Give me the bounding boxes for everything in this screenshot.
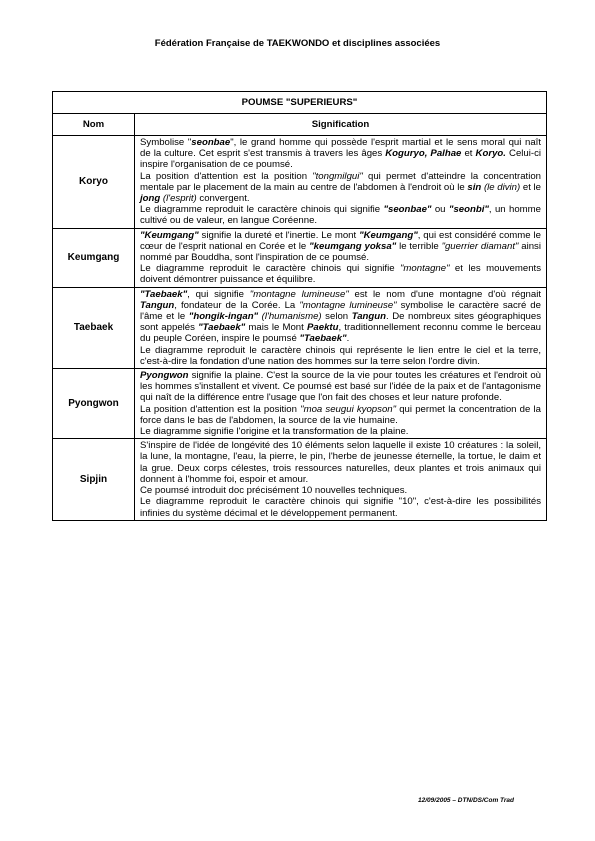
text-segment: signifie la plaine. C'est la source de la vie pour toutes les créatures et l'endroit où les hommes s'installent et vivent. Ce poumsé est basé sur l'idée de la paix et de l'antagonisme qui naît de la différence entre l'usage que l'on fait des choses et leur nature profonde. — [140, 370, 541, 404]
signification-paragraph — [140, 171, 541, 205]
text-segment: ainsi nommé par Bouddha, sont l'inspiration de ce poumsé. — [140, 240, 541, 264]
signification-paragraph — [140, 440, 541, 485]
text-segment: , un homme cultivé ou de valeur, en langue Coréenne. — [140, 204, 541, 227]
signification-paragraph — [140, 204, 541, 226]
text-segment: seonbae — [191, 137, 231, 148]
text-segment: . — [346, 333, 350, 345]
text-segment: Le diagramme reproduit le caractère chinois qui signifie — [140, 204, 384, 216]
text-segment: Le diagramme reproduit le caractère chinois qui signifie "10", c'est-à-dire les possibilités infinies du système décimal et le développement permanent. — [140, 496, 541, 519]
text-segment: selon — [321, 311, 352, 323]
poumse-signification — [135, 287, 547, 368]
table-row — [53, 439, 547, 520]
poumse-name: Pyongwon — [53, 369, 135, 439]
text-segment: Koguryo, Palhae — [385, 148, 462, 160]
poumse-name: Taebaek — [53, 287, 135, 368]
text-segment: , qui est considéré comme le cœur de l'esprit national en Corée et le — [140, 229, 541, 252]
text-segment: Le diagramme signifie l'origine et la transformation de la plaine. — [140, 426, 409, 438]
text-segment: (l'esprit) — [162, 193, 197, 205]
text-segment: Celui-ci inspire l'organisation de ce poumsé. — [140, 148, 542, 171]
text-segment: qui permet la concentration de la force dans le bas de l'abdomen, la source de la vie humaine. — [140, 403, 542, 426]
text-segment: Paektu — [307, 322, 339, 334]
text-segment: Pyongwon — [140, 370, 189, 382]
text-segment: La position d'attention est la position — [140, 403, 301, 415]
text-segment: Symbolise " — [140, 137, 192, 148]
signification-paragraph — [140, 230, 541, 264]
poumse-signification — [135, 228, 547, 287]
table-title: POUMSE "SUPERIEURS" — [53, 92, 547, 114]
text-segment: , qui signifie — [187, 288, 250, 300]
text-segment: "moa seugui kyopson" — [300, 403, 397, 415]
table-body — [53, 136, 547, 521]
column-header-name: Nom — [53, 114, 135, 136]
signification-paragraph — [140, 137, 541, 171]
text-segment: Le diagramme reproduit le caractère chinois qui signifie — [140, 263, 401, 275]
text-segment: mais le Mont — [245, 322, 307, 334]
table-row — [53, 228, 547, 287]
text-segment: et — [461, 148, 476, 160]
signification-paragraph — [140, 485, 541, 496]
document-header: Fédération Française de TAEKWONDO et disciplines associées — [154, 38, 441, 49]
text-segment: (l'humanisme) — [261, 311, 322, 323]
poumse-signification — [135, 136, 547, 229]
text-segment: S'inspire de l'idée de longévité des 10 éléments selon laquelle il existe 10 créatures : la soleil, la lune, la montagne, l'eau, la pierre, le pin, l'herbe de jeunesse éternelle, la tortue, le daim et la grue. Deux corps célestes, trois ressources naturelles, deux plantes et trois animaux qui donnent à l'homme foi, espoir et amour. — [140, 440, 541, 485]
text-segment: "montagne" — [400, 263, 450, 275]
table-row — [53, 287, 547, 368]
text-segment: "guerrier diamant" — [441, 240, 519, 252]
text-segment: "Taebaek" — [198, 322, 246, 334]
text-segment: , fondateur de la Corée. La — [174, 299, 300, 311]
text-segment: Ce poumsé introduit doc précisément 10 nouvelles techniques. — [140, 485, 408, 497]
text-segment: ou — [431, 204, 449, 216]
text-segment: Koryo. — [475, 148, 506, 160]
text-segment: "Taebaek" — [140, 288, 188, 300]
text-segment: Le diagramme reproduit le caractère chinois qui représente le lien entre le ciel et la terre, c'est-à-dire la fondation d'une nation des hommes sur la terre selon l'ordre divin. — [140, 344, 541, 367]
signification-paragraph — [140, 404, 541, 426]
table-row — [53, 136, 547, 229]
text-segment: "montagne lumineuse" — [299, 299, 397, 311]
text-segment: et les mouvements doivent démontrer puissance et équilibre. — [140, 263, 541, 286]
text-segment: "tongmilgui" — [312, 170, 363, 182]
text-segment: "Keumgang" — [359, 229, 418, 241]
signification-paragraph — [140, 345, 541, 367]
text-segment: . De nombreux sites géographiques sont appelés — [140, 311, 541, 334]
poumse-signification — [135, 369, 547, 439]
text-segment: "hongik-ingan" — [188, 311, 259, 323]
text-segment: Tangun — [351, 311, 386, 323]
poumse-name: Keumgang — [53, 228, 135, 287]
signification-paragraph — [140, 370, 541, 404]
text-segment: qui permet d'atteindre la concentration mentale par le placement de la main au centre de l'abdomen à l'endroit où le — [140, 170, 541, 193]
column-header-meaning: Signification — [135, 114, 547, 136]
poumse-table — [52, 91, 547, 521]
text-segment: (le divin) — [483, 181, 521, 193]
text-segment: le terrible — [396, 240, 442, 252]
text-segment: convergent. — [196, 193, 250, 205]
text-segment: "seonbae" — [383, 204, 432, 216]
text-segment: sin — [467, 181, 482, 193]
text-segment: signifie la dureté et l'inertie. Le mont — [198, 229, 360, 241]
text-segment: ", le grand homme qui possède l'esprit martial et le sens moral qui naît de la culture. Cet esprit s'est transmis à travers les âges — [140, 137, 542, 160]
text-segment: , traditionnellement reconnu comme le berceau du peuple Coréen, inspire le poumsé — [140, 322, 541, 345]
text-segment: La position d'attention est la position — [140, 170, 313, 182]
text-segment: "Keumgang" — [140, 229, 199, 241]
poumse-signification — [135, 439, 547, 520]
poumse-name: Koryo — [53, 136, 135, 229]
signification-paragraph — [140, 426, 541, 437]
text-segment: "keumgang yoksa" — [309, 240, 397, 252]
text-segment: "montagne lumineuse" — [249, 288, 349, 300]
text-segment: symbolise le caractère sacré de l'âme et le — [140, 299, 541, 323]
text-segment: "Taebaek" — [299, 333, 347, 345]
text-segment: "seonbi" — [448, 204, 489, 216]
text-segment: jong — [140, 193, 161, 205]
footer-reference: 12/09/2005 – DTN/DS/Com Trad — [418, 797, 514, 804]
table-row — [53, 369, 547, 439]
poumse-name: Sipjin — [53, 439, 135, 520]
signification-paragraph — [140, 496, 541, 518]
signification-paragraph — [140, 263, 541, 285]
text-segment: est le nom d'une montagne d'où régnait — [348, 288, 541, 300]
text-segment: Tangun — [140, 299, 175, 311]
text-segment: et le — [520, 181, 542, 193]
signification-paragraph — [140, 289, 541, 345]
